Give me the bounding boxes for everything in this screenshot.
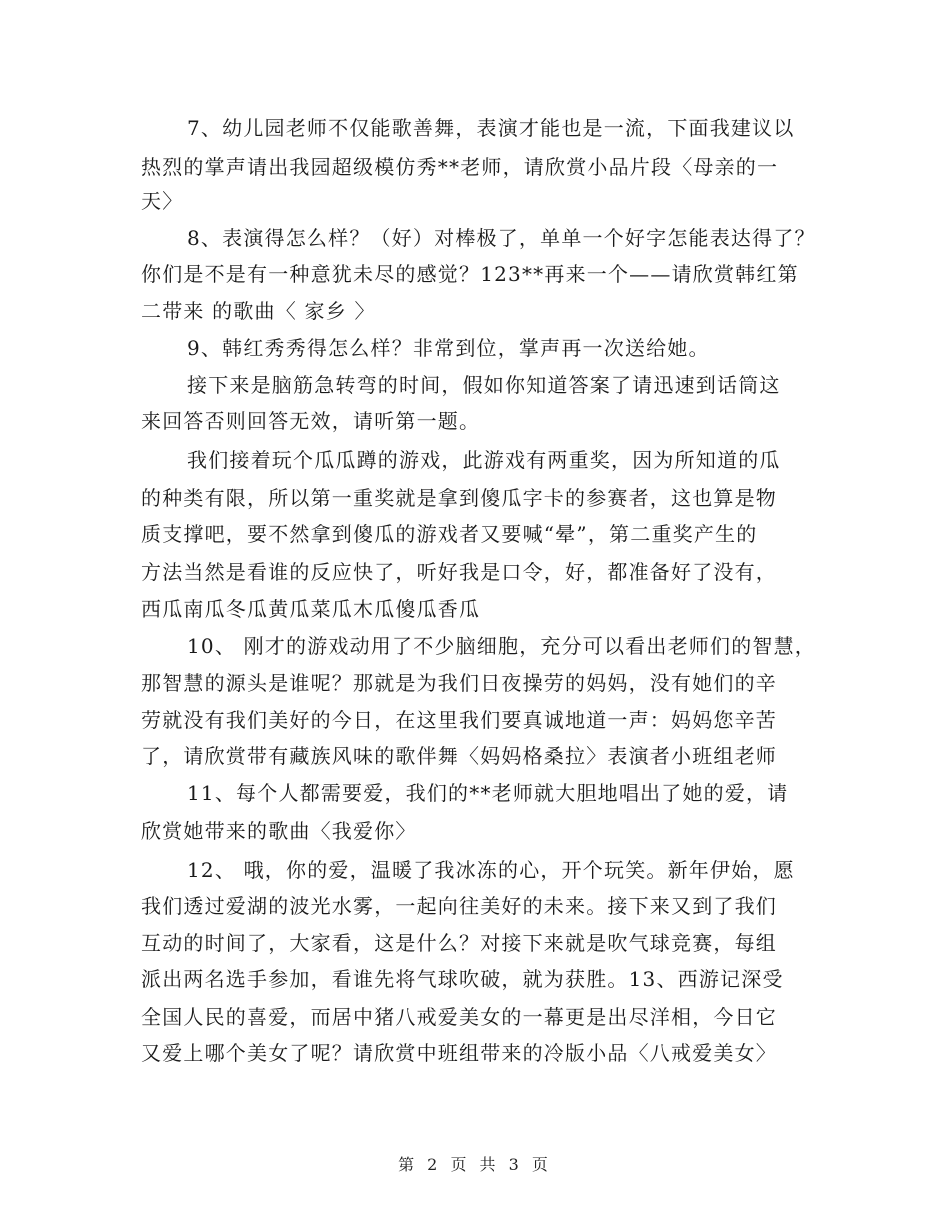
page-number-footer: 第 2 页 共 3 页	[398, 1155, 552, 1174]
text-line: 的种类有限，所以第一重奖就是拿到傻瓜字卡的参赛者，这也算是物	[141, 486, 777, 510]
text-line: 我们接着玩个瓜瓜蹲的游戏，此游戏有两重奖，因为所知道的瓜	[187, 448, 781, 472]
text-line: 方法当然是看谁的反应快了，听好我是口令，好，都准备好了没有，	[141, 560, 777, 584]
text-line: 劳就没有我们美好的今日，在这里我们要真诚地道一声：妈妈您辛苦	[141, 708, 777, 732]
text-line: 9、韩红秀秀得怎么样？非常到位，掌声再一次送给她。	[187, 336, 710, 360]
text-line: 来回答否则回答无效，请听第一题。	[141, 409, 481, 433]
text-line: 质支撑吧，要不然拿到傻瓜的游戏者又要喊“晕”，第二重奖产生的	[141, 522, 758, 546]
text-line: 我们透过爱湖的波光水雾，一起向往美好的未来。接下来又到了我们	[141, 894, 777, 918]
text-line: 全国人民的喜爱，而居中猪八戒爱美女的一幕更是出尽洋相，今日它	[141, 1005, 777, 1029]
text-line: 热烈的掌声请出我园超级模仿秀**老师，请欣赏小品片段〈母亲的一	[141, 155, 779, 179]
text-line: 二带来 的歌曲〈 家乡 〉	[141, 299, 376, 323]
text-line: 又爱上哪个美女了呢？请欣赏中班组带来的冷版小品〈八戒爱美女〉	[141, 1041, 777, 1065]
text-line: 互动的时间了，大家看，这是什么？对接下来就是吹气球竞赛，每组	[141, 931, 777, 955]
text-line: 11、每个人都需要爱，我们的**老师就大胆地唱出了她的爱，请	[187, 781, 789, 805]
text-line: 8、表演得怎么样？（好）对棒极了，单单一个好字怎能表达得了？	[187, 226, 816, 250]
text-line: 派出两名选手参加，看谁先将气球吹破，就为获胜。13、西游记深受	[141, 967, 784, 991]
text-line: 10、 刚才的游戏动用了不少脑细胞，充分可以看出老师们的智慧，	[187, 634, 817, 658]
text-line: 12、 哦，你的爱，温暖了我冰冻的心，开个玩笑。新年伊始，愿	[187, 858, 795, 882]
text-line: 那智慧的源头是谁呢？那就是为我们日夜操劳的妈妈，没有她们的辛	[141, 671, 777, 695]
text-line: 天〉	[141, 189, 184, 213]
text-line: 接下来是脑筋急转弯的时间，假如你知道答案了请迅速到话筒这	[187, 373, 781, 397]
text-line: 欣赏她带来的歌曲〈我爱你〉	[141, 819, 417, 843]
text-line: 了，请欣赏带有藏族风味的歌伴舞〈妈妈格桑拉〉表演者小班组老师	[141, 744, 777, 768]
text-line: 西瓜南瓜冬瓜黄瓜菜瓜木瓜傻瓜香瓜	[141, 597, 481, 621]
text-line: 你们是不是有一种意犹未尽的感觉？123**再来一个——请欣赏韩红第	[141, 262, 799, 286]
text-line: 7、幼儿园老师不仅能歌善舞，表演才能也是一流，下面我建议以	[187, 116, 795, 140]
